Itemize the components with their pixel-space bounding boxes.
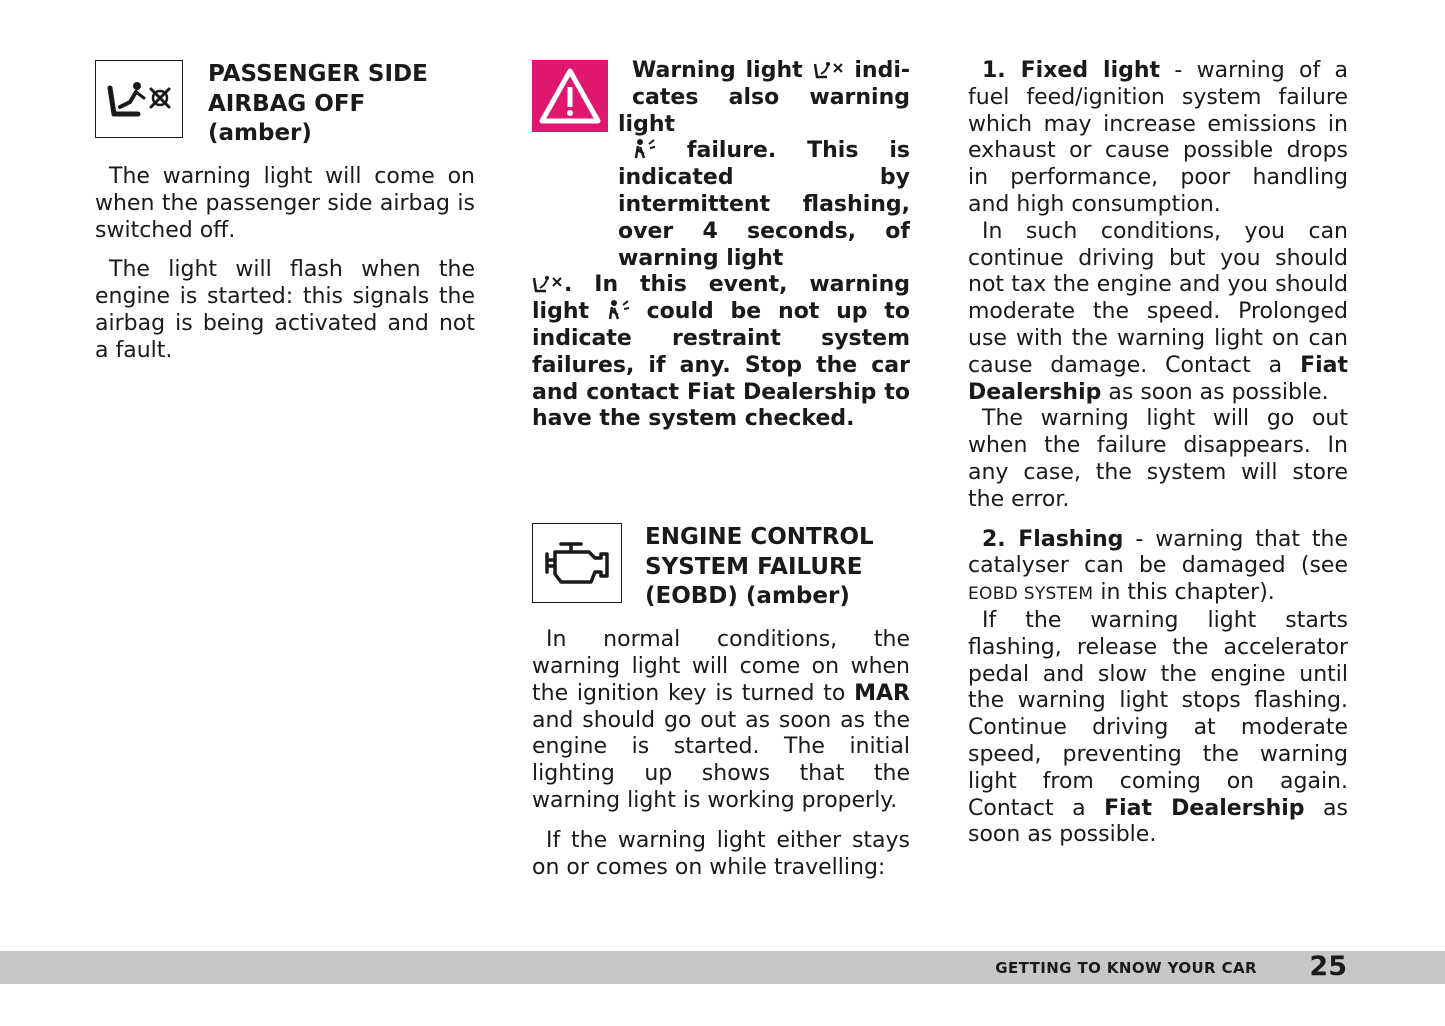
page-number: 25 [1309,951,1347,982]
left-column [95,58,475,365]
page-footer [0,951,1445,984]
engine-paragraph-1: In normal conditions, the warning light will come on when the ignition key is turned to MAR and should go out as soon as the engine is started. The initial lighting up shows that the warning light is working properly. [532,627,910,813]
airbag-off-small-icon [532,274,564,294]
flashing-paragraph: 2. Flashing - warning that the catalyser can be damaged (see EOBD SYSTEM in this chapter). [968,526,1348,606]
flashing-label: 2. Flashing [982,526,1124,552]
fixed-light-label: 1. Fixed light [982,58,1161,83]
airbag-fault-small-icon [606,299,630,321]
engine-check-icon [532,523,622,603]
right-column [968,58,1348,849]
fixed-light-paragraph: 1. Fixed light - warning of a fuel feed/ignition system failure which may increase emissions in exhaust or cause possible drops in performance, poor handling and high consumption. [968,58,1348,217]
airbag-off-paragraph-1: The warning light will come on when the passenger side airbag is switched off. [95,164,475,243]
flashing-paragraph-2: If the warning light starts flashing, release the accelerator pedal and slow the engine until the warning light stops flashing. Continue driving at moderate speed, preventing the warning light from coming on again. Contact a Fiat Dealership as soon as possible. [968,607,1349,848]
warning-text: Warning light indi- cates also warning light failure. This is indicated by intermittent flashing, over 4 seconds, of warning light . In this event, warning light could be not up to indicate restraint system failures, if any. Stop the car and contact Fiat Dealership to have the system checked. [532,58,910,432]
airbag-off-heading [95,58,475,154]
passenger-airbag-off-icon [95,60,183,138]
engine-failure-title: ENGINE CONTROL SYSTEM FAILURE (EOBD) (amber) [645,524,874,610]
airbag-fault-small-icon [632,138,656,160]
middle-column [532,58,910,881]
airbag-off-paragraph-2: The light will flash when the engine is started: this signals the airbag is being activated and not a fault. [95,257,475,363]
airbag-off-title: PASSENGER SIDE AIRBAG OFF (amber) [208,61,428,146]
fixed-light-paragraph-3: The warning light will go out when the failure disappears. In any case, the system will store the error. [968,406,1348,512]
engine-paragraph-2: If the warning light either stays on or comes on while travelling: [532,827,910,880]
airbag-off-small-icon [813,60,845,80]
warning-triangle-icon [532,60,608,132]
section-title: GETTING TO KNOW YOUR CAR [995,959,1257,977]
fixed-light-paragraph-2: In such conditions, you can continue driving but you should not tax the engine and you should moderate the speed. Prolonged use with the warning light on can cause damage. Contact a Fiat Dealership as soon as possible. [968,218,1348,405]
mar-key-position: MAR [854,680,910,706]
warning-note [532,58,910,433]
eobd-system-reference: EOBD SYSTEM [968,584,1094,605]
engine-failure-heading [532,521,910,617]
